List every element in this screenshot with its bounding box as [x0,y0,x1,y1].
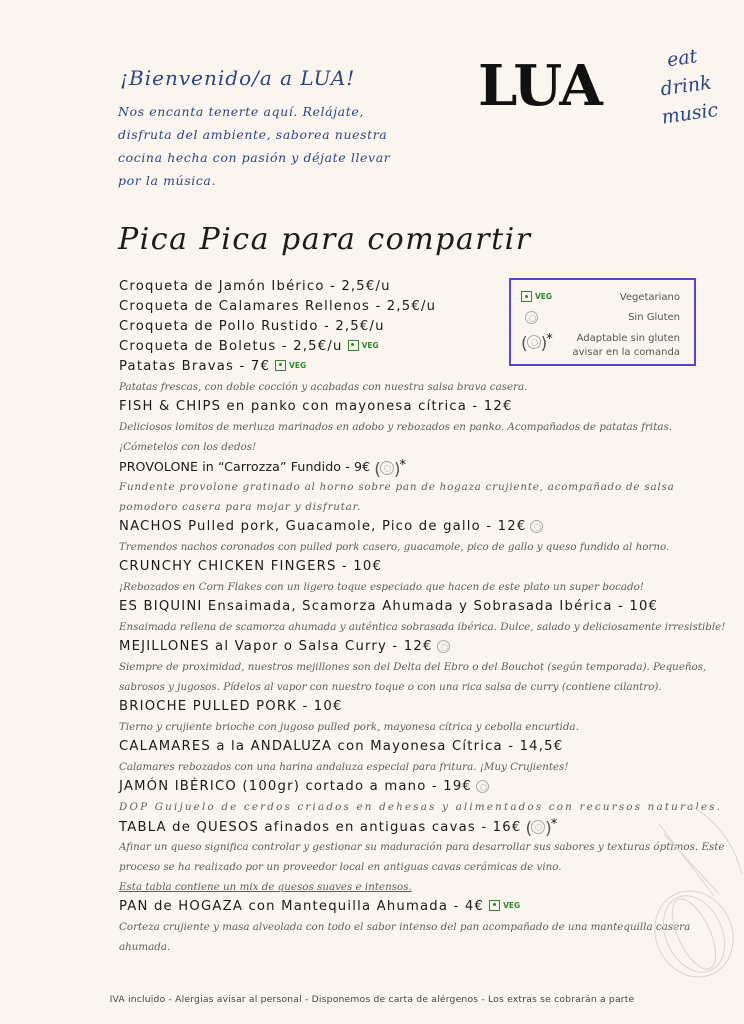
menu-item-name: Croqueta de Jamón Ibérico - 2,5€/u [119,279,391,294]
veg-icon: VEG [348,339,379,352]
gluten-free-icon [437,640,450,653]
menu-item-name: CALAMARES a la ANDALUZA con Mayonesa Cítrica - 14,5€ [119,739,564,754]
welcome-title: ¡Bienvenido/a a LUA! [120,66,356,90]
tagline-eat: eat [665,45,699,72]
menu-item-name: Croqueta de Pollo Rustido - 2,5€/u [119,319,385,334]
menu-item-name: CRUNCHY CHICKEN FINGERS - 10€ [119,559,383,574]
legend-adaptable-label-2: avisar en la comanda [572,347,680,358]
gluten-free-icon [476,780,489,793]
menu-item-title [119,597,731,617]
veg-icon: VEG [275,359,306,372]
menu-item-name: Patatas Bravas - 7€ [119,359,271,374]
menu-item-description: ¡Cómetelos con los dedos! [119,441,257,453]
welcome-line: por la música. [118,173,217,188]
menu-item-name: FISH & CHIPS en panko con mayonesa cítrica - 12€ [119,399,513,414]
welcome-line: disfruta del ambiente, saborea nuestra [118,127,388,142]
menu-item-description: Fundente provolone gratinado al horno sobre pan de hogaza crujiente, acompañado de salsa [119,481,675,493]
menu-item-title [119,357,731,377]
tagline-drink: drink [659,71,713,101]
adaptable-gluten-free-icon: ( )* [521,332,552,354]
menu-item-description: Afinar un queso significa controlar y gestionar su maduración para desarrollar sus sabores y texturas óptimos. Este [119,841,725,853]
menu-item-name: JAMÓN IBÉRICO (100gr) cortado a mano - 19€ [119,779,473,794]
adaptable-gluten-free-icon: ( )* [525,817,557,839]
menu-item-title [119,337,731,357]
legend-gluten-free-label: Sin Gluten [628,312,680,323]
menu-item-title [119,697,731,717]
menu-item-title [119,637,731,657]
menu-item-description: Tierno y crujiente brioche con jugoso pulled pork, mayonesa cítrica y cebolla encurtida. [119,721,579,733]
menu-item-name: PROVOLONE in “Carrozza” Fundido - 9€ [119,459,371,474]
menu-item-description: Esta tabla contiene un mix de quesos suaves e intensos. [119,881,412,893]
whisk-sketch-icon [624,784,744,984]
menu-item-title [119,557,731,577]
menu-item-description: Ensaimada rellena de scamorza ahumada y auténtica sobrasada ibérica. Dulce, salado y deliciosamente irresistible! [119,621,726,633]
menu-item-description: proceso se ha realizado por un proveedor local en antiguas cavas cerámicas de vino. [119,861,562,873]
veg-icon: VEG [489,899,520,912]
lua-logo: LUA [478,53,602,119]
menu-item-name: TABLA de QUESOS afinados en antiguas cavas - 16€ [119,820,522,835]
menu-item-name: Croqueta de Calamares Rellenos - 2,5€/u [119,299,437,314]
menu-item-name: BRIOCHE PULLED PORK - 10€ [119,699,343,714]
tagline-music: music [660,98,720,129]
legend-vegetarian-label: Vegetariano [619,292,680,303]
menu-item-description: sabrosos y jugosos. Pídelos al vapor con nuestro toque o con una rica salsa de curry (contiene cilantro). [119,681,662,693]
menu-item-description: Tremendos nachos coronados con pulled pork casero, guacamole, pico de gallo y queso fundido al horno. [119,541,670,553]
menu-item-description: ¡Rebozados en Corn Flakes con un ligero toque especiado que hacen de este plato un super bocado! [119,581,644,593]
footer-note: IVA incluido - Alergias avisar al personal - Disponemos de carta de alérgenos - Los extras se cobrarán a parte [109,994,635,1005]
legend-adaptable-label-1: Adaptable sin gluten [576,333,680,344]
welcome-line: Nos encanta tenerte aquí. Relájate, [118,104,364,119]
menu-item-description: Calamares rebozados con una harina andaluza especial para fritura. ¡Muy Crujientes! [119,761,569,773]
welcome-text [118,100,458,192]
section-title: Pica Pica para compartir [118,222,532,257]
menu-item-description: Siempre de proximidad, nuestros mejillones son del Delta del Ebro o del Bouchot (según temporada). Pequeños, [119,661,707,673]
menu-item-description: pomodoro casera para mojar y disfrutar. [119,501,362,513]
veg-icon: VEG [521,291,552,303]
gluten-free-icon [530,520,543,533]
menu-item-description: DOP Guijuelo de cerdos criados en dehesas y alimentados con recursos naturales. [119,801,723,813]
tagline [631,37,742,134]
menu-item-title [119,517,731,537]
welcome-line: cocina hecha con pasión y déjate llevar [118,150,391,165]
adaptable-gluten-free-icon: ( )* [374,457,405,480]
menu-item-description: Patatas frescas, con doble cocción y acabadas con nuestra salsa brava casera. [119,381,528,393]
menu-item-title [119,737,731,757]
menu-item-title [119,457,731,480]
menu-item-name: PAN de HOGAZA con Mantequilla Ahumada - 4€ [119,899,485,914]
menu-item-description: Corteza crujiente y masa alveolada con todo el sabor intenso del pan acompañado de una mantequilla casera [119,921,691,933]
menu-item-name: ES BIQUINI Ensaimada, Scamorza Ahumada y Sobrasada Ibérica - 10€ [119,599,659,614]
menu-item-title [119,277,731,297]
menu-item-name: NACHOS Pulled pork, Guacamole, Pico de gallo - 12€ [119,519,527,534]
menu-item-description: ahumada. [119,941,171,953]
menu-item-description: Deliciosos lomitos de merluza marinados en adobo y rebozados en panko. Acompañados de patatas fritas. [119,421,673,433]
menu-item-name: Croqueta de Boletus - 2,5€/u [119,339,343,354]
menu-item-name: MEJILLONES al Vapor o Salsa Curry - 12€ [119,639,433,654]
menu-item-title [119,317,731,337]
menu-item-title [119,297,731,317]
menu-item-title [119,397,731,417]
